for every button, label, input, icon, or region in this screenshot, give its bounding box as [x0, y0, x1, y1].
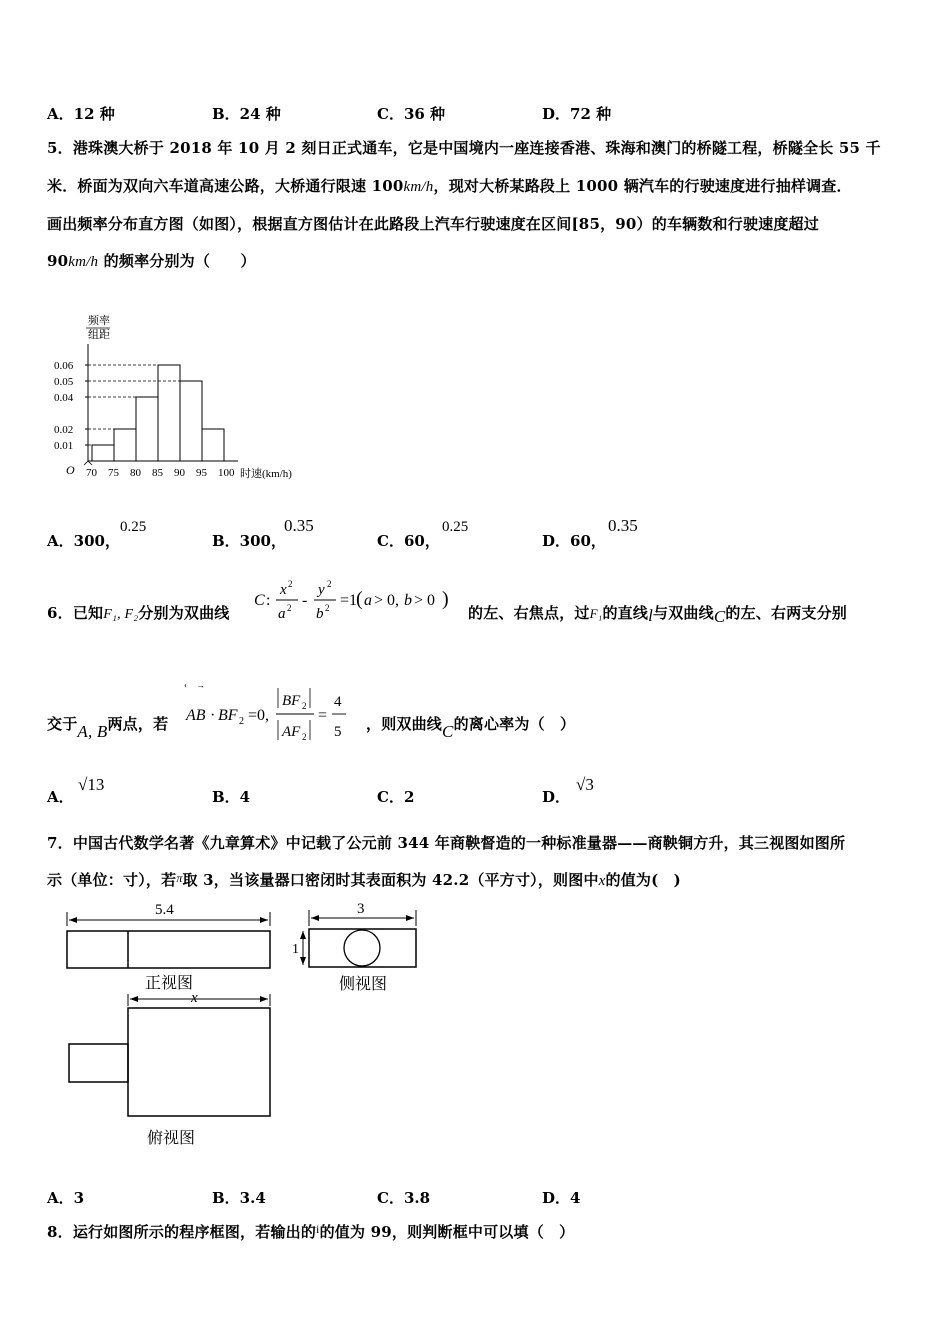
top-view-rect — [128, 1008, 270, 1116]
top-dimension-x: x — [191, 990, 198, 1006]
q6-option-c: C．2 — [377, 788, 415, 806]
q4-option-a: A．12 种 — [47, 105, 115, 123]
q8-line1: 8．运行如图所示的程序框图，若输出的$^i$的值为 99，则判断框中可以填（ ） — [47, 1222, 575, 1241]
q5-line3: 画出频率分布直方图（如图），根据直方图估计在此路段上汽车行驶速度在区间[85，90）的车辆数和行驶速度超过 — [47, 215, 819, 233]
y-tick-label: 0.01 — [54, 440, 74, 452]
q6-line2-end: ，则双曲线C的离心率为（ ） — [366, 715, 576, 741]
svg-text:2: 2 — [302, 732, 307, 742]
x-axis-label: 时速(km/h) — [240, 468, 292, 480]
y-tick-label: 0.02 — [54, 424, 74, 436]
svg-text:2: 2 — [288, 579, 293, 589]
q5-line1: 5．港珠澳大桥于 2018 年 10 月 2 刻日正式通车，它是中国境内一座连接香港、珠海和澳门的桥隧工程，桥隧全长 55 千 — [47, 139, 881, 157]
q5-option-c-value: 0.25 — [442, 519, 469, 535]
svg-text:‹: ‹ — [184, 680, 187, 690]
svg-text:·: · — [210, 707, 216, 724]
q5-option-a: A．300， — [47, 532, 120, 550]
side-view-circle — [344, 930, 380, 966]
svg-text:2: 2 — [327, 579, 332, 589]
side-view-label: 侧视图 — [339, 976, 388, 993]
svg-text:4: 4 — [334, 694, 342, 710]
q5-line2: 米．桥面为双向六车道高速公路，大桥通行限速 100km/h，现对大桥某路段上 1000 辆汽车的行驶速度进行抽样调查． — [47, 177, 852, 195]
side-height-dimension: 1 — [292, 942, 299, 957]
q6-option-a: A． — [47, 788, 74, 806]
svg-text:BF: BF — [282, 693, 301, 709]
histogram-bar — [136, 397, 158, 461]
q5-option-a-value: 0.25 — [120, 519, 147, 535]
q7-line2: 示（单位：寸），若$^\pi$取 3，当该量器口密闭时其表面积为 42.2（平方寸），则图中x的值为( ) — [47, 871, 681, 889]
q5-option-d: D．60， — [542, 532, 606, 550]
q7-option-a: A．3 — [47, 1189, 85, 1207]
front-view-rect — [67, 931, 270, 968]
svg-text:2: 2 — [325, 603, 330, 613]
front-dimension: 5.4 — [155, 902, 174, 918]
q7-option-b: B．3.4 — [212, 1189, 266, 1207]
side-view-rect — [309, 929, 416, 967]
svg-text::: : — [266, 592, 271, 609]
q6-option-b: B．4 — [212, 788, 251, 806]
x-tick-label: 70 — [86, 467, 97, 479]
y-tick-label: 0.04 — [54, 392, 74, 404]
q7-option-d: D．4 — [542, 1189, 581, 1207]
y-tick-label: 0.05 — [54, 376, 74, 388]
svg-text:=1: =1 — [340, 592, 358, 609]
top-view-label: 俯视图 — [147, 1130, 196, 1147]
top-view-handle — [69, 1044, 128, 1082]
svg-text:): ) — [442, 588, 449, 610]
svg-text:5: 5 — [334, 724, 342, 740]
q4-option-c: C．36 种 — [377, 105, 446, 123]
histogram-bar — [92, 445, 114, 461]
svg-text:a: a — [364, 592, 372, 609]
histogram-bar — [180, 381, 202, 461]
svg-text:C: C — [254, 592, 265, 609]
x-tick-label: 75 — [108, 467, 119, 479]
svg-text:> 0: > 0 — [414, 592, 436, 609]
svg-text:x: x — [280, 582, 287, 598]
svg-text:> 0,: > 0, — [374, 592, 400, 609]
q4-option-b: B．24 种 — [212, 105, 281, 123]
svg-text:=0,: =0, — [248, 707, 270, 724]
q6-line1-start: 6．已知F₁, F₂分别为双曲线 — [47, 604, 230, 622]
q5-option-d-value: 0.35 — [608, 516, 638, 535]
q6-option-a-value: √13 — [78, 775, 105, 794]
q6-line1-end: 的左、右焦点，过F₁的直线l与双曲线C的左、右两支分别 — [468, 604, 847, 626]
hyperbola-equation — [252, 574, 468, 626]
svg-text:AF: AF — [282, 724, 301, 740]
svg-text:b: b — [316, 606, 324, 622]
three-view-figure — [55, 900, 435, 1155]
front-view-label: 正视图 — [145, 975, 194, 992]
x-tick-label: 80 — [130, 467, 141, 479]
q6-option-d: D． — [542, 788, 571, 806]
x-tick-label: 95 — [196, 467, 207, 479]
q5-option-c: C．60， — [377, 532, 440, 550]
q7-line1: 7．中国古代数学名著《九章算术》中记载了公元前 344 年商鞅督造的一种标准量器——商鞅铜方升，其三视图如图所 — [47, 834, 846, 852]
side-dimension: 3 — [357, 901, 365, 917]
svg-text:2: 2 — [287, 603, 292, 613]
svg-text:y: y — [318, 582, 325, 598]
svg-text:-: - — [302, 592, 308, 609]
frequency-histogram — [40, 308, 330, 488]
q6-option-d-value: √3 — [576, 775, 594, 794]
svg-text:BF: BF — [218, 707, 238, 724]
svg-text:→: → — [196, 680, 205, 690]
origin-label: O — [66, 463, 75, 477]
svg-text:b: b — [404, 592, 412, 609]
x-tick-label: 85 — [152, 467, 163, 479]
y-axis-label-top: 频率 — [88, 315, 110, 327]
x-tick-label: 100 — [218, 467, 235, 479]
svg-text:a: a — [278, 606, 286, 622]
q5-option-b-value: 0.35 — [284, 516, 314, 535]
q5-unit: km/h — [403, 179, 434, 195]
histogram-bar — [114, 429, 136, 461]
q5-option-b: B．300， — [212, 532, 286, 550]
svg-text:AB: AB — [186, 707, 206, 724]
q4-option-d: D．72 种 — [542, 105, 612, 123]
q5-line4: 90km/h 的频率分别为（ ） — [47, 252, 256, 270]
svg-text:2: 2 — [239, 716, 244, 727]
svg-text:2: 2 — [302, 701, 307, 711]
histogram-bar — [158, 365, 180, 461]
q7-option-c: C．3.8 — [377, 1189, 431, 1207]
q6-line2-start: 交于A, B两点，若 — [47, 715, 169, 741]
x-tick-label: 90 — [174, 467, 185, 479]
svg-text:(: ( — [356, 588, 363, 610]
histogram-bar — [202, 429, 224, 461]
svg-text:=: = — [318, 707, 328, 724]
vector-condition — [184, 678, 374, 744]
y-axis-label-bottom: 组距 — [88, 329, 110, 341]
y-tick-label: 0.06 — [54, 360, 74, 372]
